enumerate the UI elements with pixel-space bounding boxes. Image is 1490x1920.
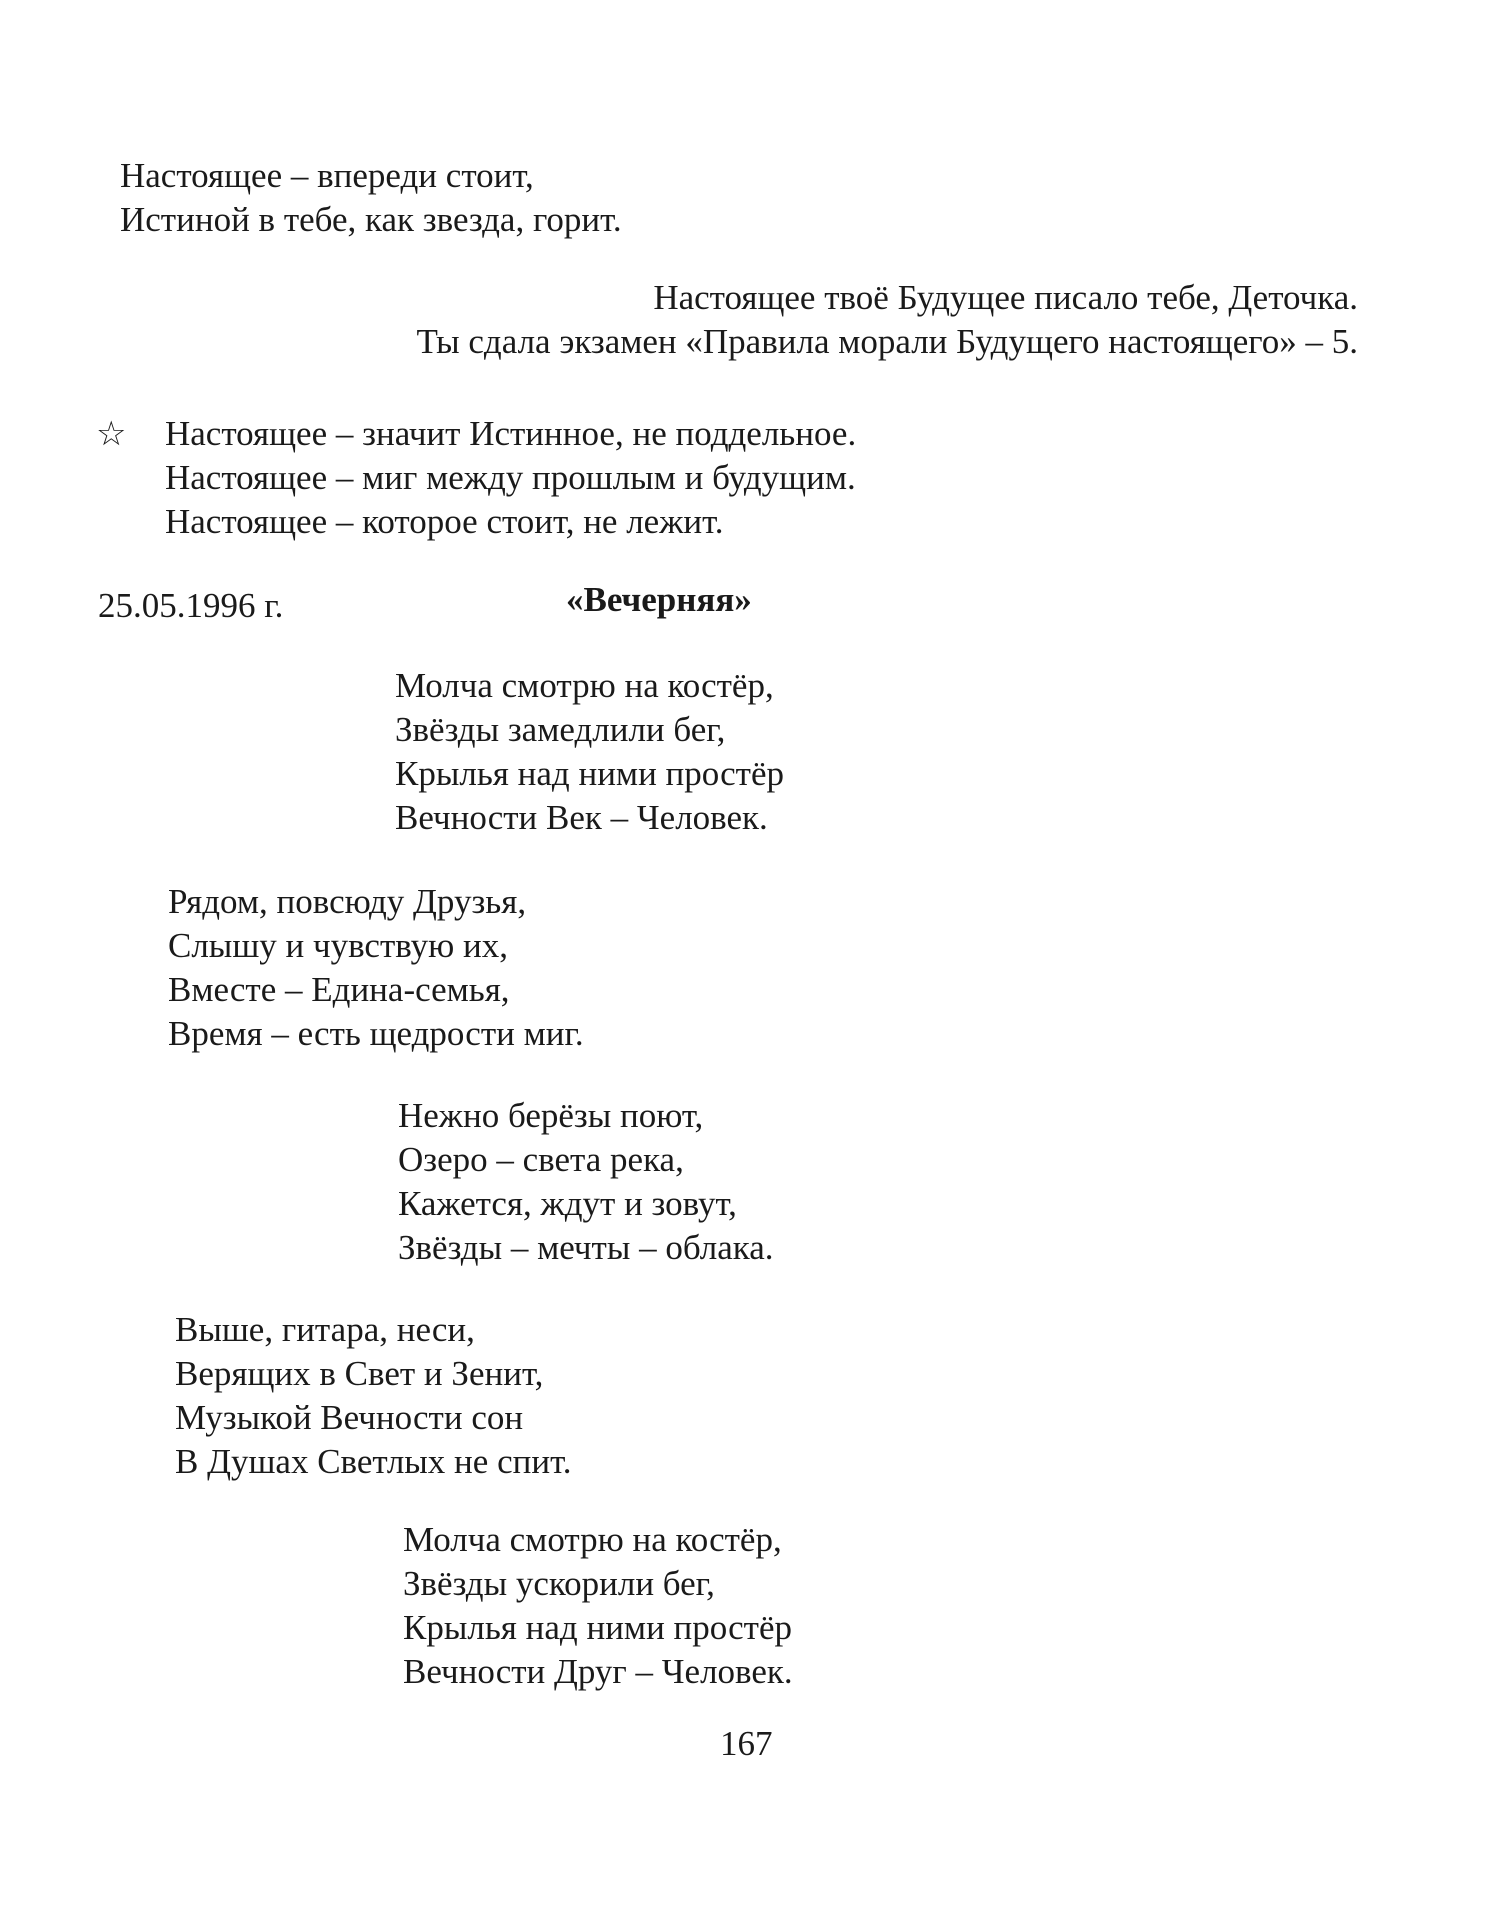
- intro-line-2: Истиной в тебе, как звезда, горит.: [120, 200, 622, 239]
- letter-line-2: Ты сдала экзамен «Правила морали Будущего настоящего» – 5.: [416, 322, 1358, 361]
- poem-date: 25.05.1996 г.: [98, 586, 284, 625]
- definition-line-2: Настоящее – миг между прошлым и будущим.: [165, 458, 856, 497]
- stanza-1-line-1: Молча смотрю на костёр,: [395, 666, 774, 705]
- stanza-3-line-1: Нежно берёзы поют,: [398, 1096, 704, 1135]
- stanza-4-line-4: В Душах Светлых не спит.: [175, 1442, 572, 1481]
- stanza-1-line-3: Крылья над ними простёр: [395, 754, 785, 793]
- stanza-4-line-3: Музыкой Вечности сон: [175, 1398, 524, 1437]
- stanza-3-line-4: Звёзды – мечты – облака.: [398, 1228, 774, 1267]
- letter-line-1: Настоящее твоё Будущее писало тебе, Деточка.: [653, 278, 1358, 317]
- stanza-4-line-1: Выше, гитара, неси,: [175, 1310, 475, 1349]
- stanza-2-line-1: Рядом, повсюду Друзья,: [168, 882, 527, 921]
- stanza-2-line-2: Слышу и чувствую их,: [168, 926, 508, 965]
- definition-line-1: Настоящее – значит Истинное, не поддельное.: [165, 414, 857, 453]
- stanza-5-line-4: Вечности Друг – Человек.: [403, 1652, 793, 1691]
- stanza-5-line-3: Крылья над ними простёр: [403, 1608, 793, 1647]
- star-icon: ☆: [96, 414, 127, 454]
- stanza-2-line-3: Вместе – Едина-семья,: [168, 970, 510, 1009]
- stanza-5-line-1: Молча смотрю на костёр,: [403, 1520, 782, 1559]
- stanza-3-line-3: Кажется, ждут и зовут,: [398, 1184, 737, 1223]
- stanza-1-line-2: Звёзды замедлили бег,: [395, 710, 726, 749]
- stanza-5-line-2: Звёзды ускорили бег,: [403, 1564, 715, 1603]
- intro-line-1: Настоящее – впереди стоит,: [120, 156, 534, 195]
- page-number: 167: [720, 1724, 773, 1763]
- definition-line-3: Настоящее – которое стоит, не лежит.: [165, 502, 724, 541]
- stanza-3-line-2: Озеро – света река,: [398, 1140, 684, 1179]
- poem-title: «Вечерняя»: [566, 580, 752, 619]
- stanza-4-line-2: Верящих в Свет и Зенит,: [175, 1354, 544, 1393]
- stanza-2-line-4: Время – есть щедрости миг.: [168, 1014, 584, 1053]
- stanza-1-line-4: Вечности Век – Человек.: [395, 798, 768, 837]
